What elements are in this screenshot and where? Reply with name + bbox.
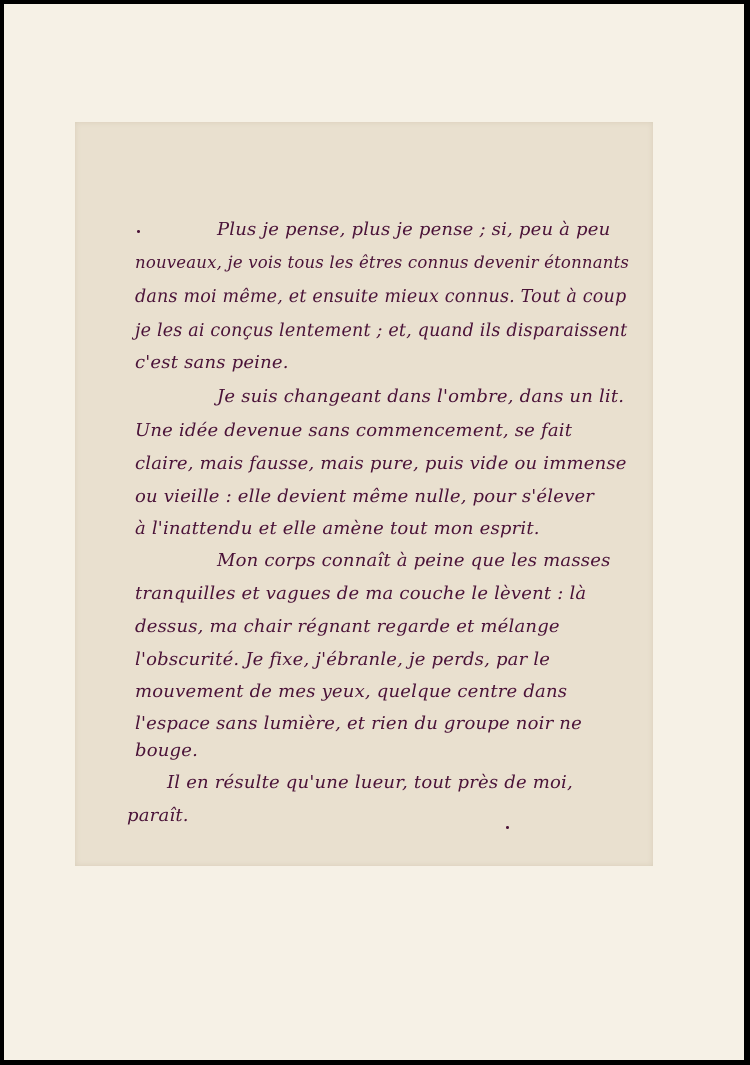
ink-dot-bottom (506, 826, 509, 829)
manuscript-line-19: paraît. (127, 805, 189, 826)
manuscript-line-6: Je suis changeant dans l'ombre, dans un lit. (217, 386, 625, 407)
manuscript-line-14: l'obscurité. Je fixe, j'ébranle, je perds, par le (135, 649, 551, 670)
manuscript-line-4: je les ai conçus lentement ; et, quand ils disparaissent (135, 321, 628, 341)
manuscript-plate (75, 122, 653, 866)
manuscript-line-16: l'espace sans lumière, et rien du groupe noir ne (135, 713, 582, 734)
manuscript-line-13: dessus, ma chair régnant regarde et mélange (135, 616, 560, 637)
manuscript-line-7: Une idée devenue sans commencement, se fait (135, 420, 573, 441)
manuscript-line-3: dans moi même, et ensuite mieux connus. Tout à coup (135, 287, 627, 307)
paper-sheet (4, 4, 744, 1060)
manuscript-line-10: à l'inattendu et elle amène tout mon esprit. (135, 518, 540, 539)
manuscript-line-9: ou vieille : elle devient même nulle, pour s'élever (135, 486, 595, 507)
manuscript-line-18: Il en résulte qu'une lueur, tout près de moi, (167, 772, 573, 793)
manuscript-line-11: Mon corps connaît à peine que les masses (217, 550, 611, 571)
manuscript-line-5: c'est sans peine. (135, 352, 289, 373)
manuscript-line-2: nouveaux, je vois tous les êtres connus devenir étonnants (135, 253, 630, 272)
manuscript-line-15: mouvement de mes yeux, quelque centre dans (135, 681, 568, 702)
manuscript-line-8: claire, mais fausse, mais pure, puis vide ou immense (135, 453, 627, 474)
ink-dot-top (137, 230, 140, 233)
manuscript-line-12: tranquilles et vagues de ma couche le lèvent : là (135, 583, 587, 604)
manuscript-line-1: Plus je pense, plus je pense ; si, peu à peu (217, 219, 611, 240)
manuscript-line-17: bouge. (135, 740, 199, 761)
manuscript-text (75, 122, 653, 866)
